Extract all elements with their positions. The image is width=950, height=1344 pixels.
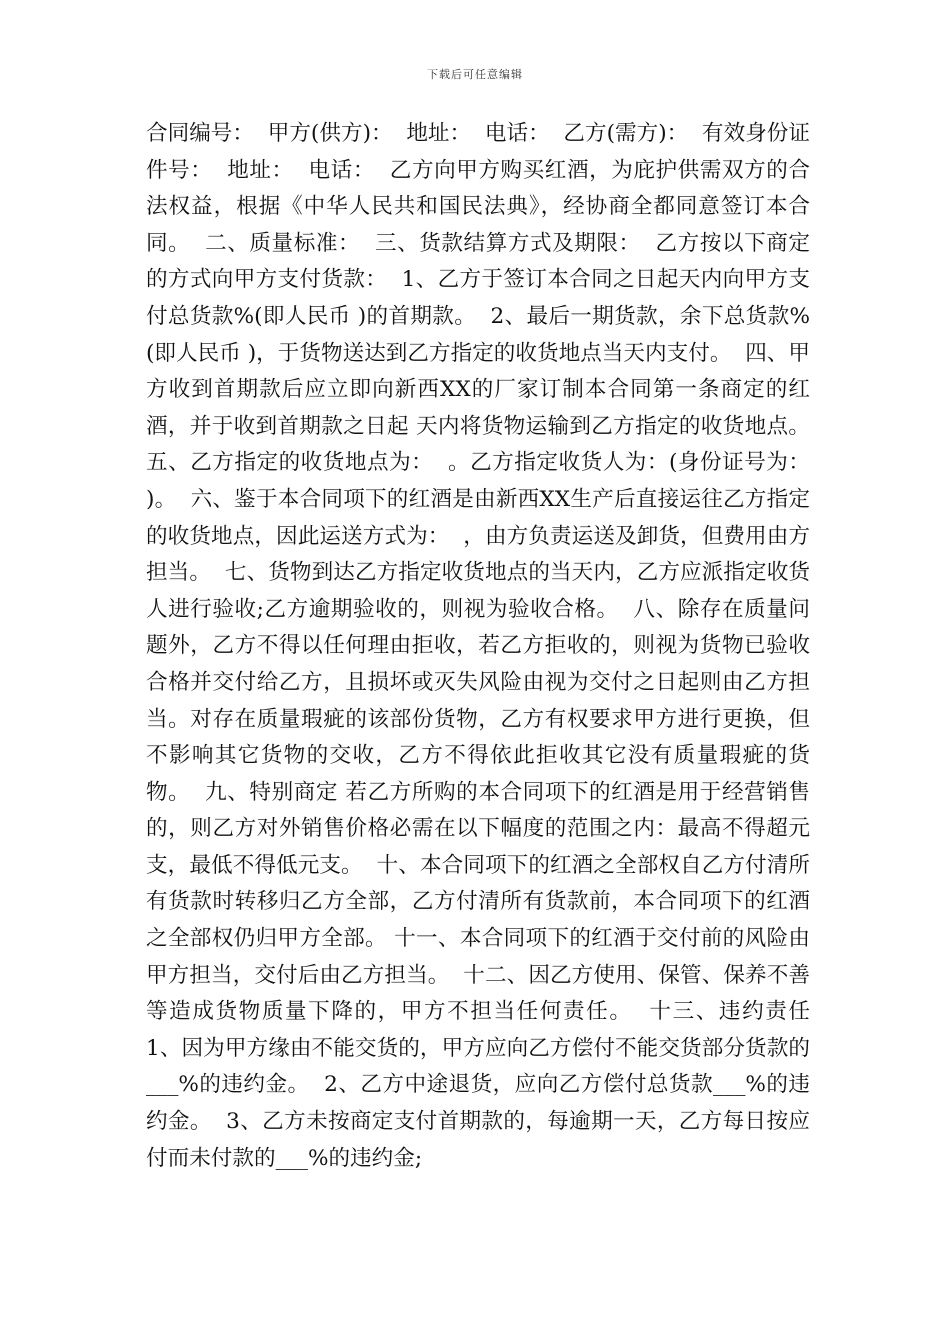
page-header: 下载后可任意编辑 <box>427 68 523 81</box>
contract-body-text: 合同编号： 甲方(供方)： 地址： 电话： 乙方(需方)： 有效身份证件号： 地址： 电话： 乙方向甲方购买红酒，为庇护供需双方的合法权益，根据《中华人民共和国民法典》，经协商全都同意签订本合同。 二、质量标准： 三、货款结算方式及期限： 乙方按以下商定的方式向甲方支付货款： 1、乙方于签订本合同之日起天内向甲方支付总货款%(即人民币 )的首期款。 2、最后一期货款，余下总货款%(即人民币 )，于货物送达到乙方指定的收货地点当天内支付。 四、甲方收到首期款后应立即向新西XX的厂家订制本合同第一条商定的红酒，并于收到首期款之日起 天内将货物运输到乙方指定的收货地点。 五、乙方指定的收货地点为： 。乙方指定收货人为：(身份证号为： )。 六、鉴于本合同项下的红酒是由新西XX生产后直接运往乙方指定的收货地点，因此运送方式为： ，由方负责运送及卸货，但费用由方担当。 七、货物到达乙方指定收货地点的当天内，乙方应派指定收货人进行验收;乙方逾期验收的，则视为验收合格。 八、除存在质量问题外，乙方不得以任何理由拒收，若乙方拒收的，则视为货物已验收合格并交付给乙方，且损坏或灭失风险由视为交付之日起则由乙方担当。对存在质量瑕疵的该部份货物，乙方有权要求甲方进行更换，但不影响其它货物的交收，乙方不得依此拒收其它没有质量瑕疵的货物。 九、特别商定 若乙方所购的本合同项下的红酒是用于经营销售的，则乙方对外销售价格必需在以下幅度的范围之内：最高不得超元支，最低不得低元支。 十、本合同项下的红酒之全部权自乙方付清所有货款时转移归乙方全部，乙方付清所有货款前，本合同项下的红酒之全部权仍归甲方全部。 十一、本合同项下的红酒于交付前的风险由甲方担当，交付后由乙方担当。 十二、因乙方使用、保管、保养不善等造成货物质量下降的，甲方不担当任何责任。 十三、违约责任 1、因为甲方缘由不能交货的，甲方应向乙方偿付不能交货部分货款的___%的违约金。 2、乙方中途退货，应向乙方偿付总货款___%的违约金。 3、乙方未按商定支付首期款的，每逾期一天，乙方每日按应付而未付款的___%的违约金; <box>146 121 824 1171</box>
